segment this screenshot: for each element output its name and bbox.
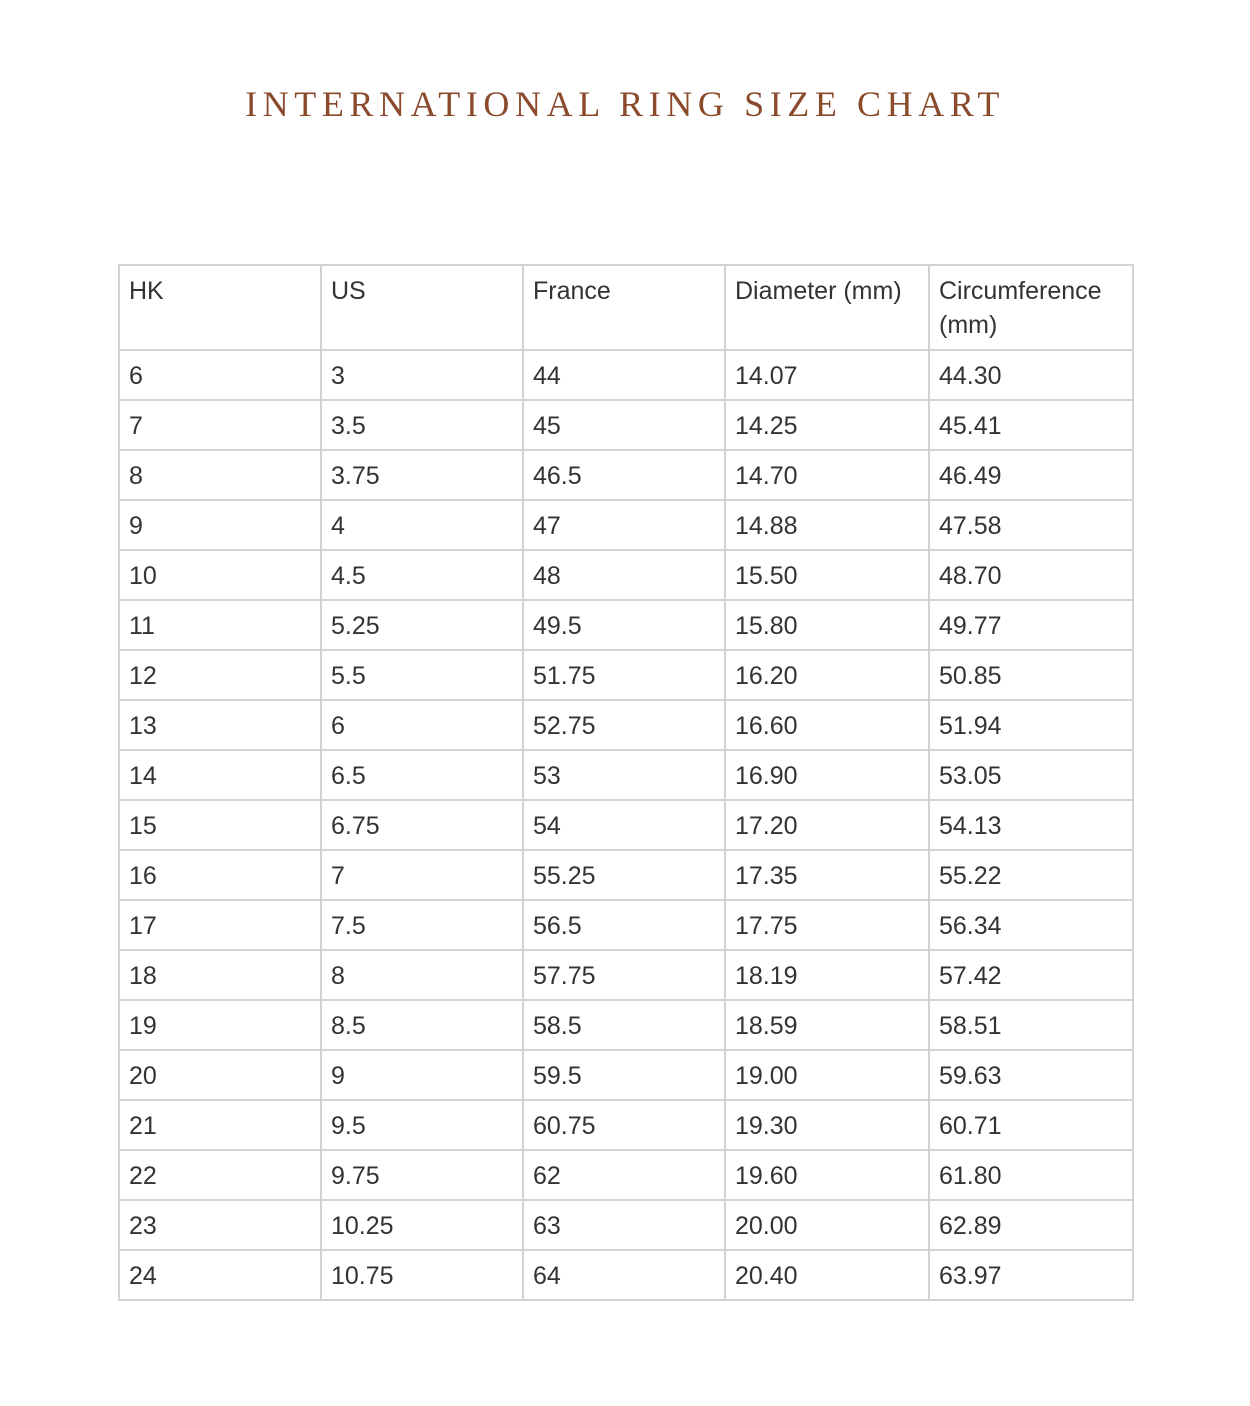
cell-diameter: 16.20 [725,650,929,700]
table-row [119,700,1133,750]
cell-diameter: 14.88 [725,500,929,550]
table-row [119,550,1133,600]
cell-hk: 7 [119,400,321,450]
cell-france: 44 [523,350,725,400]
cell-hk: 23 [119,1200,321,1250]
cell-hk: 12 [119,650,321,700]
cell-diameter: 19.60 [725,1150,929,1200]
cell-france: 45 [523,400,725,450]
cell-us: 7 [321,850,523,900]
table-row [119,350,1133,400]
header-france: France [523,265,725,350]
table-header [119,265,1133,350]
cell-circumference: 59.63 [929,1050,1133,1100]
cell-hk: 14 [119,750,321,800]
table-row [119,450,1133,500]
cell-hk: 10 [119,550,321,600]
header-diameter: Diameter (mm) [725,265,929,350]
table-row [119,1000,1133,1050]
cell-us: 10.25 [321,1200,523,1250]
cell-circumference: 50.85 [929,650,1133,700]
cell-hk: 24 [119,1250,321,1300]
header-hk: HK [119,265,321,350]
cell-diameter: 19.30 [725,1100,929,1150]
cell-circumference: 47.58 [929,500,1133,550]
table-row [119,650,1133,700]
cell-diameter: 14.25 [725,400,929,450]
cell-france: 54 [523,800,725,850]
cell-hk: 18 [119,950,321,1000]
table-body [119,350,1133,1300]
header-row [119,265,1133,350]
table-row [119,800,1133,850]
cell-france: 62 [523,1150,725,1200]
cell-circumference: 48.70 [929,550,1133,600]
cell-hk: 15 [119,800,321,850]
cell-france: 55.25 [523,850,725,900]
table-row [119,750,1133,800]
cell-diameter: 14.70 [725,450,929,500]
cell-diameter: 16.90 [725,750,929,800]
cell-circumference: 45.41 [929,400,1133,450]
table-row [119,1250,1133,1300]
cell-circumference: 49.77 [929,600,1133,650]
cell-circumference: 54.13 [929,800,1133,850]
cell-france: 49.5 [523,600,725,650]
cell-circumference: 51.94 [929,700,1133,750]
cell-hk: 21 [119,1100,321,1150]
cell-circumference: 56.34 [929,900,1133,950]
cell-us: 4 [321,500,523,550]
cell-hk: 16 [119,850,321,900]
cell-france: 53 [523,750,725,800]
cell-us: 6.5 [321,750,523,800]
cell-hk: 6 [119,350,321,400]
cell-france: 64 [523,1250,725,1300]
table-row [119,600,1133,650]
table-row [119,1050,1133,1100]
header-us: US [321,265,523,350]
table-row [119,400,1133,450]
cell-hk: 13 [119,700,321,750]
cell-hk: 20 [119,1050,321,1100]
page-title: INTERNATIONAL RING SIZE CHART [245,84,1005,124]
table-row [119,1150,1133,1200]
cell-france: 48 [523,550,725,600]
cell-france: 57.75 [523,950,725,1000]
table-row [119,950,1133,1000]
table-row [119,500,1133,550]
cell-us: 10.75 [321,1250,523,1300]
cell-circumference: 63.97 [929,1250,1133,1300]
cell-france: 59.5 [523,1050,725,1100]
cell-hk: 22 [119,1150,321,1200]
cell-us: 5.25 [321,600,523,650]
cell-diameter: 15.80 [725,600,929,650]
cell-diameter: 16.60 [725,700,929,750]
cell-hk: 9 [119,500,321,550]
cell-us: 9 [321,1050,523,1100]
cell-diameter: 17.20 [725,800,929,850]
cell-us: 8 [321,950,523,1000]
cell-france: 46.5 [523,450,725,500]
cell-circumference: 53.05 [929,750,1133,800]
cell-us: 7.5 [321,900,523,950]
cell-hk: 17 [119,900,321,950]
ring-size-table [118,264,1134,1301]
cell-circumference: 57.42 [929,950,1133,1000]
cell-us: 5.5 [321,650,523,700]
cell-hk: 11 [119,600,321,650]
cell-hk: 19 [119,1000,321,1050]
cell-us: 8.5 [321,1000,523,1050]
cell-diameter: 18.59 [725,1000,929,1050]
cell-france: 63 [523,1200,725,1250]
cell-circumference: 55.22 [929,850,1133,900]
cell-us: 3.5 [321,400,523,450]
cell-us: 3 [321,350,523,400]
cell-circumference: 60.71 [929,1100,1133,1150]
cell-circumference: 58.51 [929,1000,1133,1050]
cell-circumference: 61.80 [929,1150,1133,1200]
cell-diameter: 15.50 [725,550,929,600]
table-row [119,1100,1133,1150]
cell-hk: 8 [119,450,321,500]
cell-us: 9.5 [321,1100,523,1150]
table-row [119,1200,1133,1250]
cell-france: 47 [523,500,725,550]
header-circumference: Circumference (mm) [929,265,1133,350]
cell-us: 9.75 [321,1150,523,1200]
cell-diameter: 17.35 [725,850,929,900]
cell-diameter: 14.07 [725,350,929,400]
cell-diameter: 17.75 [725,900,929,950]
cell-diameter: 20.40 [725,1250,929,1300]
cell-diameter: 19.00 [725,1050,929,1100]
cell-circumference: 46.49 [929,450,1133,500]
cell-us: 6.75 [321,800,523,850]
cell-diameter: 20.00 [725,1200,929,1250]
cell-france: 56.5 [523,900,725,950]
cell-circumference: 62.89 [929,1200,1133,1250]
cell-us: 4.5 [321,550,523,600]
cell-us: 6 [321,700,523,750]
cell-france: 60.75 [523,1100,725,1150]
cell-us: 3.75 [321,450,523,500]
cell-france: 52.75 [523,700,725,750]
cell-diameter: 18.19 [725,950,929,1000]
table-row [119,900,1133,950]
table-row [119,850,1133,900]
cell-france: 58.5 [523,1000,725,1050]
cell-france: 51.75 [523,650,725,700]
cell-circumference: 44.30 [929,350,1133,400]
